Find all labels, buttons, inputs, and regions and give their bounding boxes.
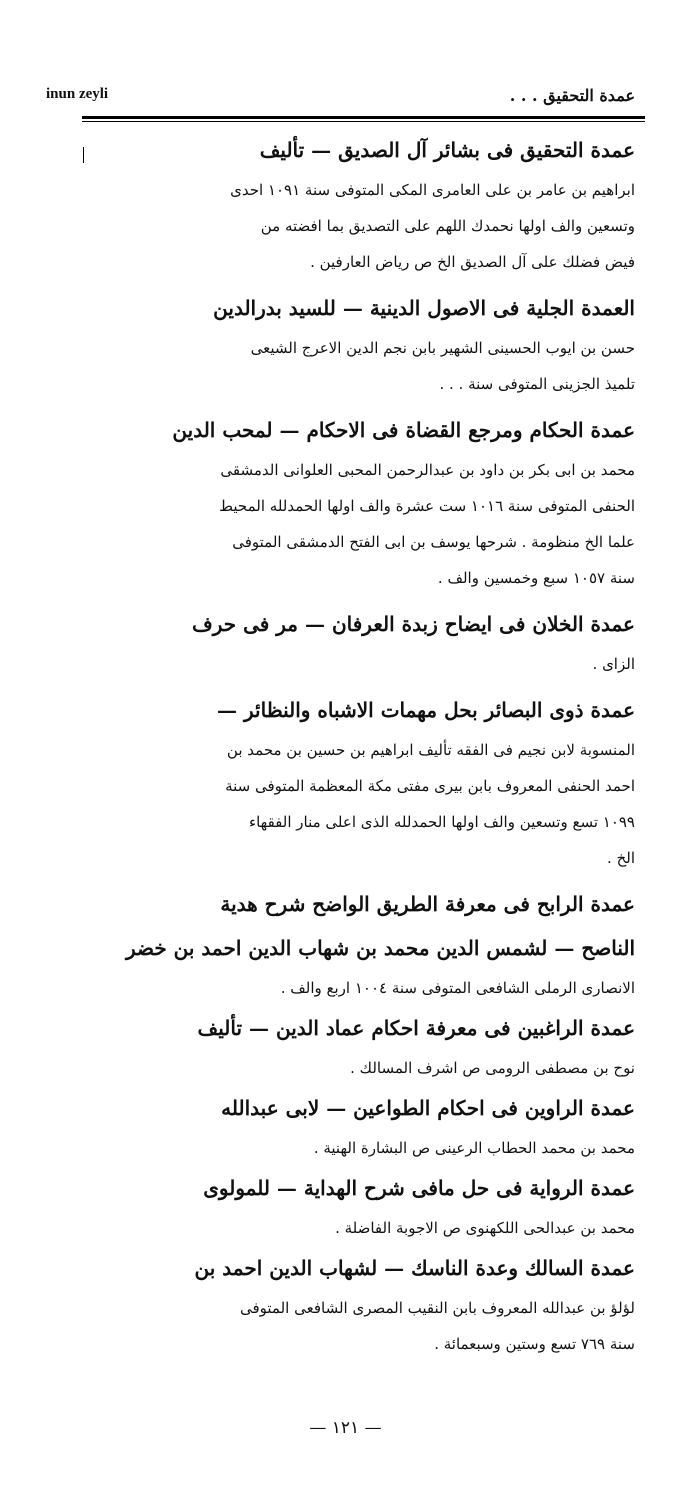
entry-title: عمدة التحقيق فى بشائر آل الصديق — تأليف (259, 138, 635, 162)
entry-line: ابراهيم بن عامر بن على العامرى المكى المتوفى سنة ١٠٩١ احدى (230, 181, 635, 199)
entry (96, 1246, 635, 1362)
entry-line: محمد بن ابى بكر بن داود بن عبدالرحمن المحبى العلوانى الدمشقى (220, 461, 635, 479)
entry-line: احمد الحنفى المعروف بابن بيرى مفتى مكة المعظمة المتوفى سنة (225, 777, 635, 795)
entry (96, 286, 635, 402)
entry-title: عمدة الرواية فى حل مافى شرح الهداية — للمولوى (203, 1176, 635, 1200)
entry-title: عمدة ذوى البصائر بحل مهمات الاشباه والنظائر — (217, 698, 635, 722)
entry-line: الخ . (607, 849, 635, 867)
entry-title: العمدة الجلية فى الاصول الدينية — للسيد بدرالدين (213, 296, 635, 320)
header-rule-thick (82, 116, 645, 119)
entry (96, 688, 635, 876)
entry-line: الانصارى الرملى الشافعى المتوفى سنة ١٠٠٤ اربع والف . (280, 979, 635, 997)
running-header-left: inun zeyli (46, 86, 109, 102)
page-number: — ١٢١ — (309, 1418, 382, 1438)
entry-line: تلميذ الجزينى المتوفى سنة . . . (439, 375, 635, 393)
entry-line: سنة ٧٦٩ تسع وستين وسبعمائة . (434, 1335, 635, 1353)
entry-title: عمدة الحكام ومرجع القضاة فى الاحكام — لمحب الدين (172, 418, 635, 442)
entry-line: المنسوبة لابن نجيم فى الفقه تأليف ابراهيم بن حسين بن محمد بن (226, 741, 635, 759)
entry-line: نوح بن مصطفى الرومى ص اشرف المسالك . (350, 1059, 635, 1077)
entry-line: الحنفى المتوفى سنة ١٠١٦ ست عشرة والف اولها الحمدلله المحيط (219, 497, 635, 515)
entry-title: عمدة الراغبين فى معرفة احكام عماد الدين — تأليف (197, 1016, 635, 1040)
entry-title-continued: الناصح — لشمس الدين محمد بن شهاب الدين احمد بن خضر (125, 936, 635, 960)
entry-line: وتسعين والف اولها نحمدك اللهم على التصديق بما افضته من (260, 217, 635, 235)
entry-title: عمدة السالك وعدة الناسك — لشهاب الدين احمد بن (194, 1256, 635, 1280)
entry-title: عمدة الرابح فى معرفة الطريق الواضح شرح هدية (220, 892, 635, 916)
entry (96, 882, 635, 1006)
entry-line: لؤلؤ بن عبدالله المعروف بابن النقيب المصرى الشافعى المتوفى (239, 1299, 635, 1317)
entry (96, 128, 635, 280)
entry (96, 1086, 635, 1166)
entry-line: علما الخ منظومة . شرحها يوسف بن ابى الفتح الدمشقى المتوفى (232, 533, 635, 551)
entry-line: فيض فضلك على آل الصديق الخ ص رياض العارفين . (310, 253, 635, 271)
page-body (96, 128, 635, 1362)
entry-line: ١٠٩٩ تسع وتسعين والف اولها الحمدلله الذى اعلى منار الفقهاء (249, 813, 635, 831)
entry-line: الزاى . (592, 655, 635, 673)
header-rule-thin (82, 121, 645, 122)
entry (96, 1166, 635, 1246)
entry (96, 602, 635, 682)
entry-line: محمد بن عبدالحى اللكهنوى ص الاجوبة الفاضلة . (335, 1219, 635, 1237)
entry (96, 408, 635, 596)
running-header-right: عمدة التحقيق . . . (509, 86, 635, 105)
entry-line: محمد بن محمد الحطاب الرعينى ص البشارة الهنية . (313, 1139, 635, 1157)
entry-title: عمدة الراوين فى احكام الطواعين — لابى عبدالله (221, 1096, 635, 1120)
entry (96, 1006, 635, 1086)
entry-line: سنة ١٠٥٧ سبع وخمسين والف . (437, 569, 635, 587)
entry-title: عمدة الخلان فى ايضاح زبدة العرفان — مر فى حرف (191, 612, 635, 636)
margin-mark (83, 147, 84, 163)
entry-line: حسن بن ايوب الحسينى الشهير بابن نجم الدين الاعرج الشيعى (250, 339, 635, 357)
